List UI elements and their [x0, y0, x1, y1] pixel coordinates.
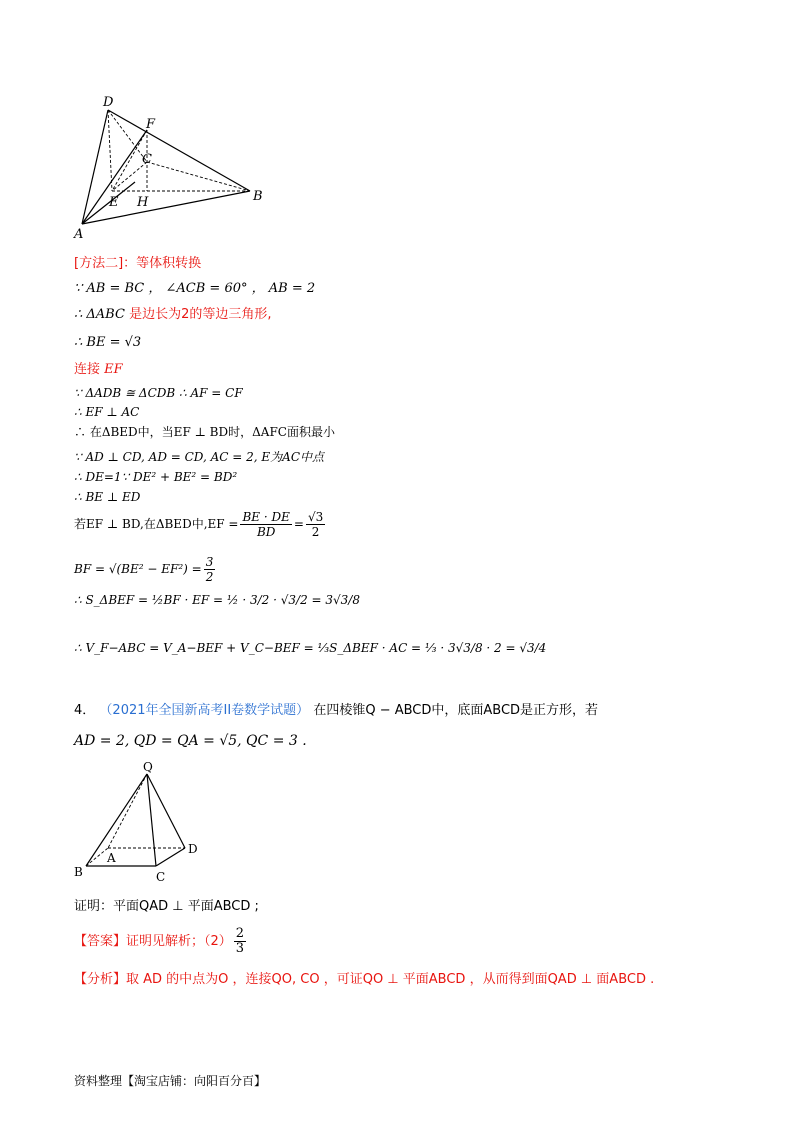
- analysis-tag: 【分析】: [74, 972, 127, 987]
- answer-tag: 【答案】: [74, 934, 127, 949]
- answer-text: 证明见解析；（2）: [126, 934, 232, 949]
- answer-line: 【答案】证明见解析；（2） $\frac{2}{3}$: [74, 926, 245, 956]
- pyramid-figure: [70, 760, 210, 885]
- label-C2: C: [156, 870, 166, 884]
- problem-source: （2021年全国新高考II卷数学试题）: [99, 703, 310, 718]
- footer-note: 资料整理【淘宝店铺：向阳百分百】: [74, 1074, 267, 1088]
- solution-line-8: ∵ AD ⊥ CD, AD = CD, AC = 2, E为AC中点: [74, 450, 325, 464]
- problem-4-line-2: AD = 2, QD = QA = √5, QC = 3 .: [74, 733, 307, 749]
- solution-line-14: ∴ V_F−ABC = V_A−BEF + V_C−BEF = ⅓S_ΔBEF · AC = ⅓ · 3√3/8 · 2 = √3/4: [74, 641, 547, 655]
- solution-line-1: ∵ AB = BC ， ∠ACB = 60° ， AB = 2: [74, 281, 316, 296]
- label-C: C: [142, 152, 152, 167]
- label-D2: D: [188, 842, 198, 856]
- solution-line-3: ∴ BE = √3: [74, 335, 142, 350]
- label-F: F: [146, 117, 156, 132]
- solution-line-4: 连接 EF: [74, 362, 123, 377]
- problem-4-line-1: [74, 703, 598, 719]
- label-B2: B: [74, 865, 83, 879]
- tetrahedron-figure: [60, 92, 290, 244]
- solution-line-10: ∴ BE ⊥ ED: [74, 490, 141, 504]
- solution-line-2: ∴ ΔABC 是边长为2的等边三角形,: [74, 307, 272, 322]
- label-E: E: [109, 195, 119, 210]
- label-B: B: [253, 189, 263, 204]
- label-A: A: [74, 227, 84, 242]
- problem-text: 在四棱锥Q − ABCD中，底面ABCD是正方形，若: [313, 703, 599, 718]
- analysis-text: 取 AD 的中点为O ，连接QO, CO ，可证QO ⊥ 平面ABCD ，从而得到面QAD ⊥ 面ABCD .: [126, 972, 655, 987]
- label-D: D: [103, 95, 114, 110]
- label-A2: A: [107, 851, 116, 865]
- solution-line-7: ∴ 在ΔBED中，当EF ⊥ BD时，ΔAFC面积最小: [74, 425, 335, 439]
- solution-line-5: ∵ ΔADB ≅ ΔCDB ∴ AF = CF: [74, 386, 243, 400]
- label-H: H: [137, 195, 149, 210]
- proof-statement: 证明：平面QAD ⊥ 平面ABCD ;: [74, 899, 259, 914]
- label-Q: Q: [143, 760, 153, 774]
- solution-line-9: ∴ DE=1∵ DE² + BE² = BD²: [74, 470, 238, 484]
- problem-number: 4．: [74, 703, 96, 718]
- method-heading: [方法二]：等体积转换: [74, 256, 202, 271]
- analysis-line: [74, 972, 654, 988]
- solution-line-6: ∴ EF ⊥ AC: [74, 405, 140, 419]
- solution-line-13: ∴ S_ΔBEF = ½BF · EF = ½ · 3/2 · √3/2 = 3√3/8: [74, 593, 360, 607]
- solution-line-11: 若EF ⊥ BD,在ΔBED中,EF = $\frac{BE \cdot DE}{BD}$ = $\frac{√3}{2}$: [74, 510, 324, 539]
- solution-line-12: BF = √(BE² − EF²) = $\frac{3}{2}$: [74, 555, 214, 584]
